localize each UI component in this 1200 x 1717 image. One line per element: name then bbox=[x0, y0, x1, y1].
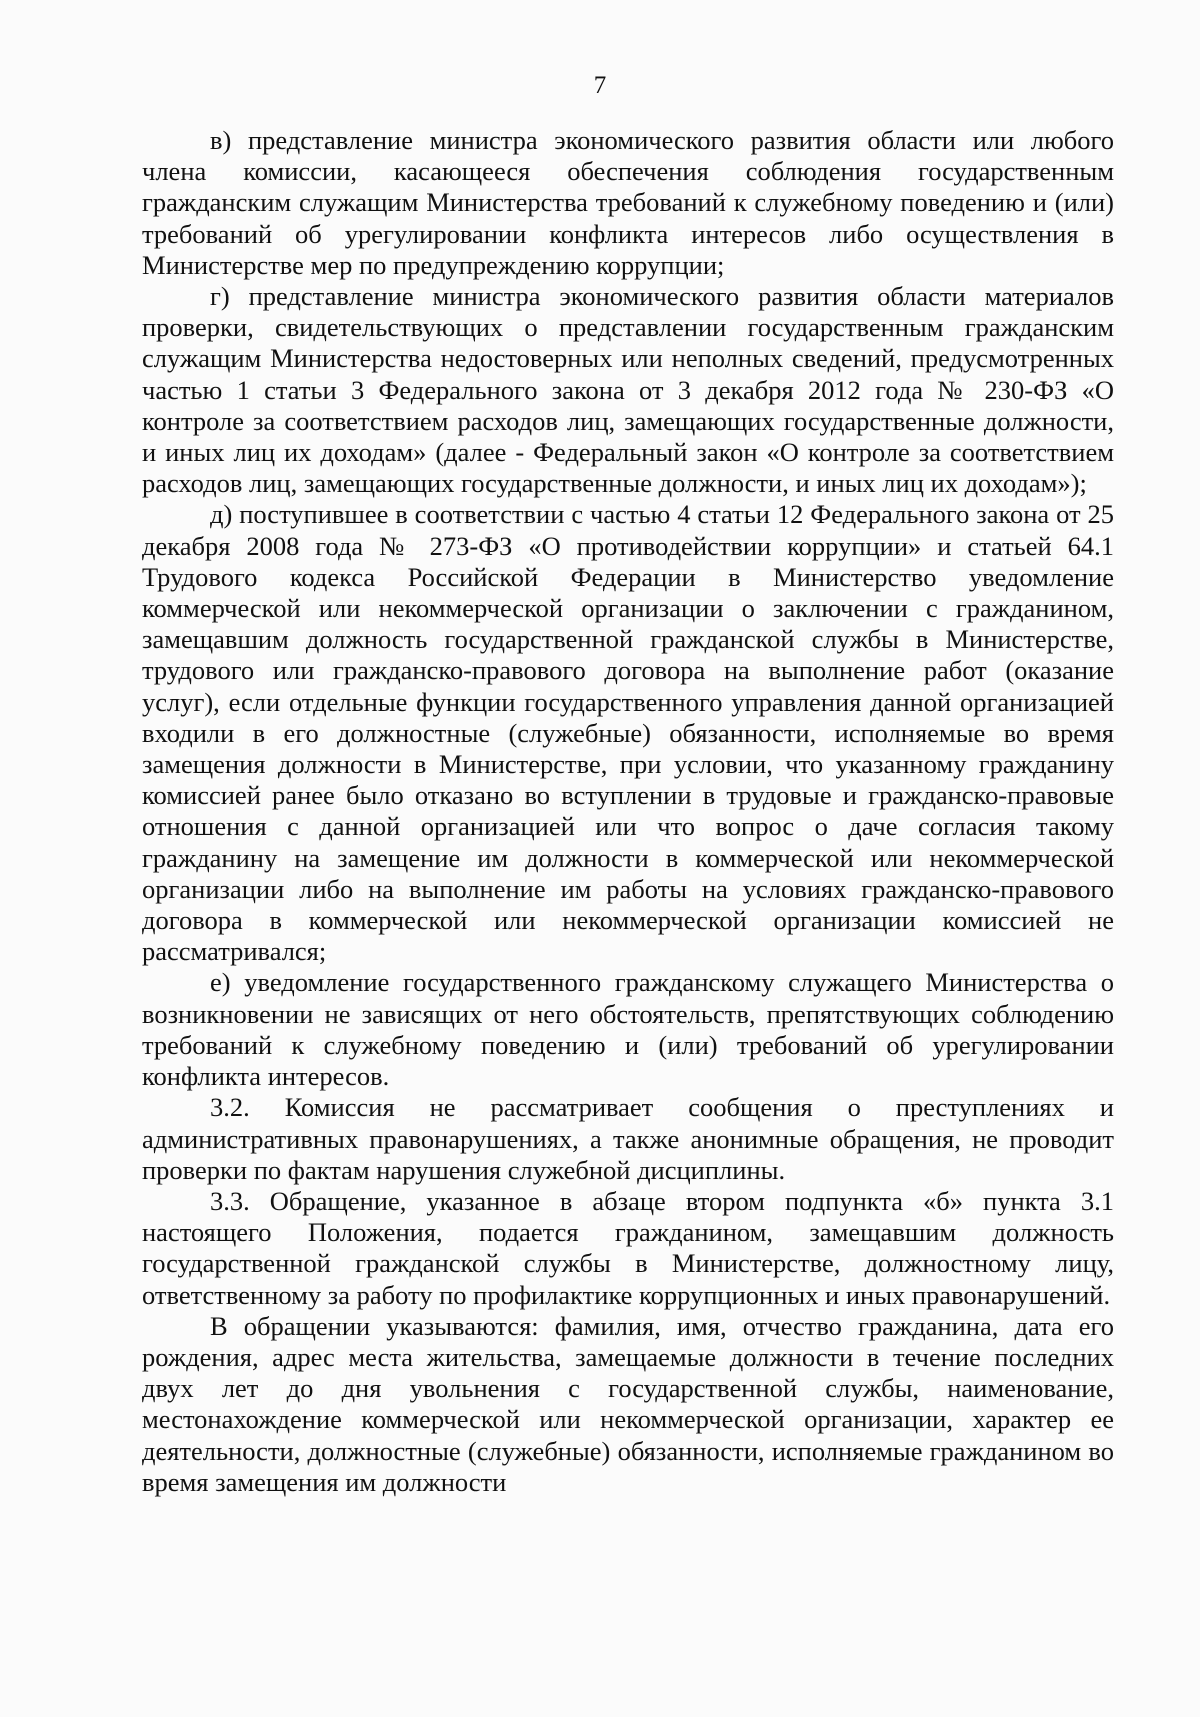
paragraph-g: г) представление министра экономического развития области материалов проверки, свидетельствующих о представлении государственным гражданским служащим Министерства недостоверных или неполных сведений, предусмотренных частью 1 статьи 3 Федерального закона от 3 декабря 2012 года № 230-ФЗ «О контроле за соответствием расходов лиц, замещающих государственные должности, и иных лиц их доходам» (далее - Федеральный закон «О контроле за соответствием расходов лиц, замещающих государственные должности, и иных лиц их доходам»); bbox=[142, 281, 1114, 499]
paragraph-e: е) уведомление государственного гражданскому служащего Министерства о возникновении не зависящих от него обстоятельств, препятствующих соблюдению требований к служебному поведению и (или) требований об урегулировании конфликта интересов. bbox=[142, 967, 1114, 1092]
document-body bbox=[142, 125, 1114, 1498]
paragraph-d: д) поступившее в соответствии с частью 4 статьи 12 Федерального закона от 25 декабря 2008 года № 273-ФЗ «О противодействии коррупции» и статьей 64.1 Трудового кодекса Российской Федерации в Министерство уведомление коммерческой или некоммерческой организации о заключении с гражданином, замещавшим должность государственной гражданской службы в Министерстве, трудового или гражданско-правового договора на выполнение работ (оказание услуг), если отдельные функции государственного управления данной организацией входили в его должностные (служебные) обязанности, исполняемые во время замещения должности в Министерстве, при условии, что указанному гражданину комиссией ранее было отказано во вступлении в трудовые и гражданско-правовые отношения с данной организацией или что вопрос о даче согласия такому гражданину на замещение им должности в коммерческой или некоммерческой организации либо на выполнение им работы на условиях гражданско-правового договора в коммерческой или некоммерческой организации комиссией не рассматривался; bbox=[142, 499, 1114, 967]
paragraph-3-2: 3.2. Комиссия не рассматривает сообщения о преступлениях и административных правонарушениях, а также анонимные обращения, не проводит проверки по фактам нарушения служебной дисциплины. bbox=[142, 1092, 1114, 1185]
paragraph-appeal-contents: В обращении указываются: фамилия, имя, отчество гражданина, дата его рождения, адрес места жительства, замещаемые должности в течение последних двух лет до дня увольнения с государственной службы, наименование, местонахождение коммерческой или некоммерческой организации, характер ее деятельности, должностные (служебные) обязанности, исполняемые гражданином во время замещения им должности bbox=[142, 1310, 1114, 1497]
paragraph-3-3: 3.3. Обращение, указанное в абзаце втором подпункта «б» пункта 3.1 настоящего Положения, подается гражданином, замещавшим должность государственной гражданской службы в Министерстве, должностному лицу, ответственному за работу по профилактике коррупционных и иных правонарушений. bbox=[142, 1185, 1114, 1310]
page-number: 7 bbox=[593, 72, 607, 99]
paragraph-v: в) представление министра экономического развития области или любого члена комиссии, касающееся обеспечения соблюдения государственным гражданским служащим Министерства требований к служебному поведению и (или) требований об урегулировании конфликта интересов либо осуществления в Министерстве мер по предупреждению коррупции; bbox=[142, 125, 1114, 280]
